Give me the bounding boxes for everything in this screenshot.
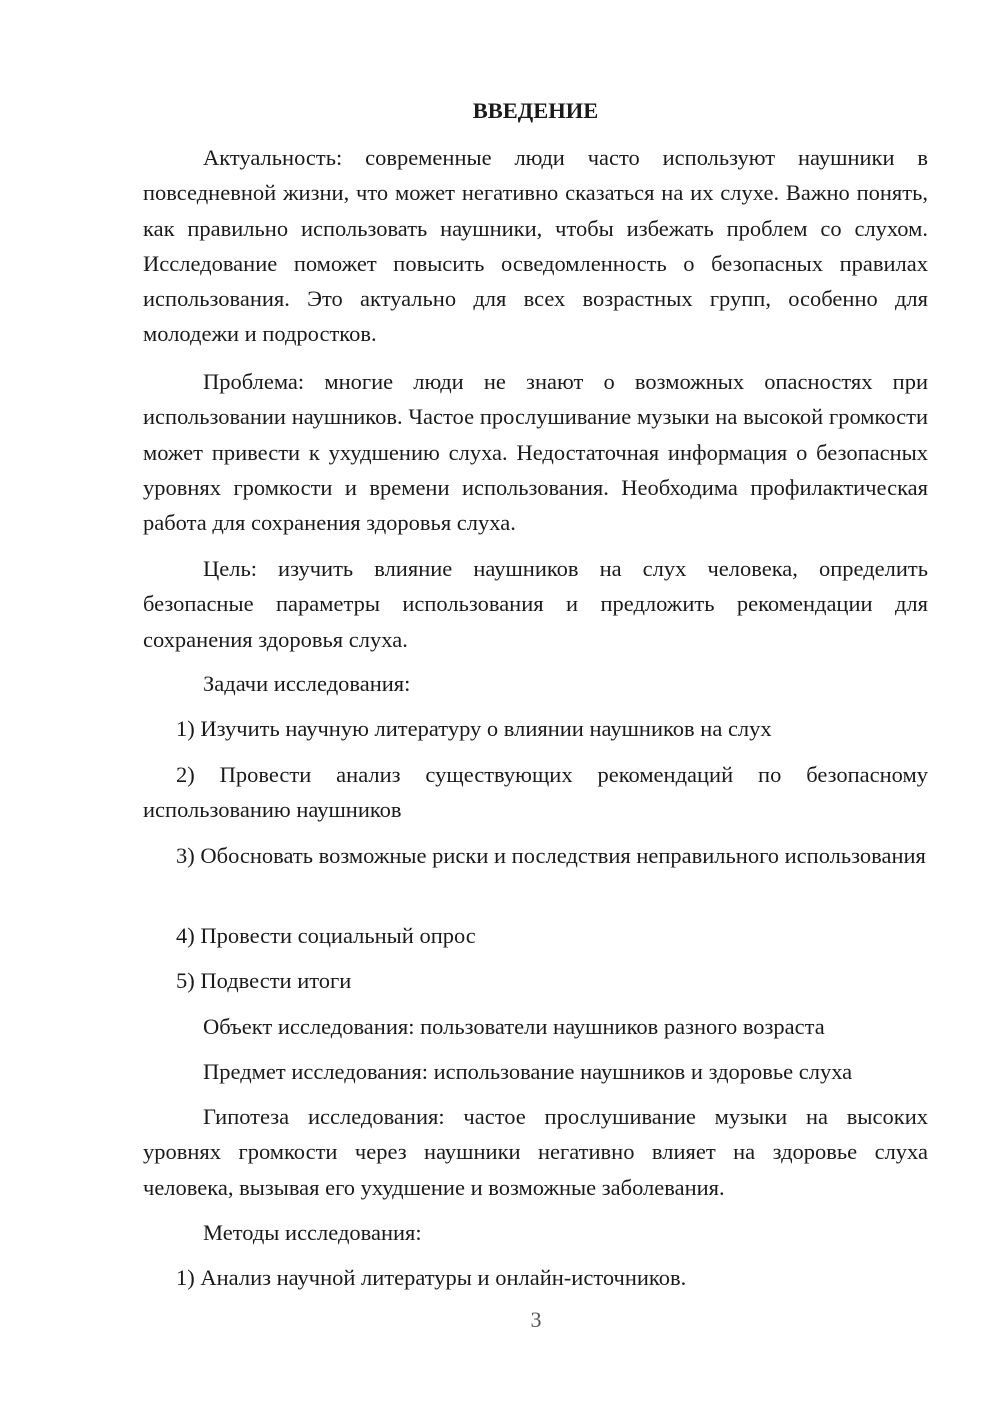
method-item-1: 1) Анализ научной литературы и онлайн-источников. bbox=[176, 1265, 687, 1290]
subject-paragraph: Предмет исследования: использование наушников и здоровье слуха bbox=[203, 1059, 853, 1084]
goal-paragraph: Цель: изучить влияние наушников на слух человека, определить безопасные параметры использования и предложить рекомендации для сохранения здоровья слуха. bbox=[143, 556, 928, 652]
task-item-2: 2) Провести анализ существующих рекомендаций по безопасному использованию наушников bbox=[143, 762, 928, 823]
task-item-5: 5) Подвести итоги bbox=[176, 968, 352, 993]
hypothesis-paragraph: Гипотеза исследования: частое прослушивание музыки на высоких уровнях громкости через наушники негативно влияет на здоровье слуха человека, вызывая его ухудшение и возможные заболевания. bbox=[143, 1104, 928, 1200]
task-item-1: 1) Изучить научную литературу о влиянии наушников на слух bbox=[176, 716, 772, 741]
task-item-4: 4) Провести социальный опрос bbox=[176, 923, 476, 948]
methods-heading: Методы исследования: bbox=[203, 1220, 422, 1245]
object-paragraph: Объект исследования: пользователи наушников разного возраста bbox=[203, 1014, 825, 1039]
tasks-heading: Задачи исследования: bbox=[203, 671, 411, 696]
relevance-paragraph: Актуальность: современные люди часто используют наушники в повседневной жизни, что может негативно сказаться на их слухе. Важно понять, как правильно использовать наушники, чтобы избежать проблем со слухом. Исследование поможет повысить осведомленность о безопасных правилах использования. Это актуально для всех возрастных групп, особенно для молодежи и подростков. bbox=[143, 145, 928, 347]
problem-paragraph: Проблема: многие люди не знают о возможных опасностях при использовании наушников. Частое прослушивание музыки на высокой громкости может привести к ухудшению слуха. Недостаточная информация о безопасных уровнях громкости и времени использования. Необходима профилактическая работа для сохранения здоровья слуха. bbox=[143, 369, 928, 536]
section-heading: ВВЕДЕНИЕ bbox=[472, 98, 599, 123]
task-item-3: 3) Обосновать возможные риски и последствия неправильного использования bbox=[176, 843, 926, 868]
page-number: 3 bbox=[530, 1307, 542, 1332]
